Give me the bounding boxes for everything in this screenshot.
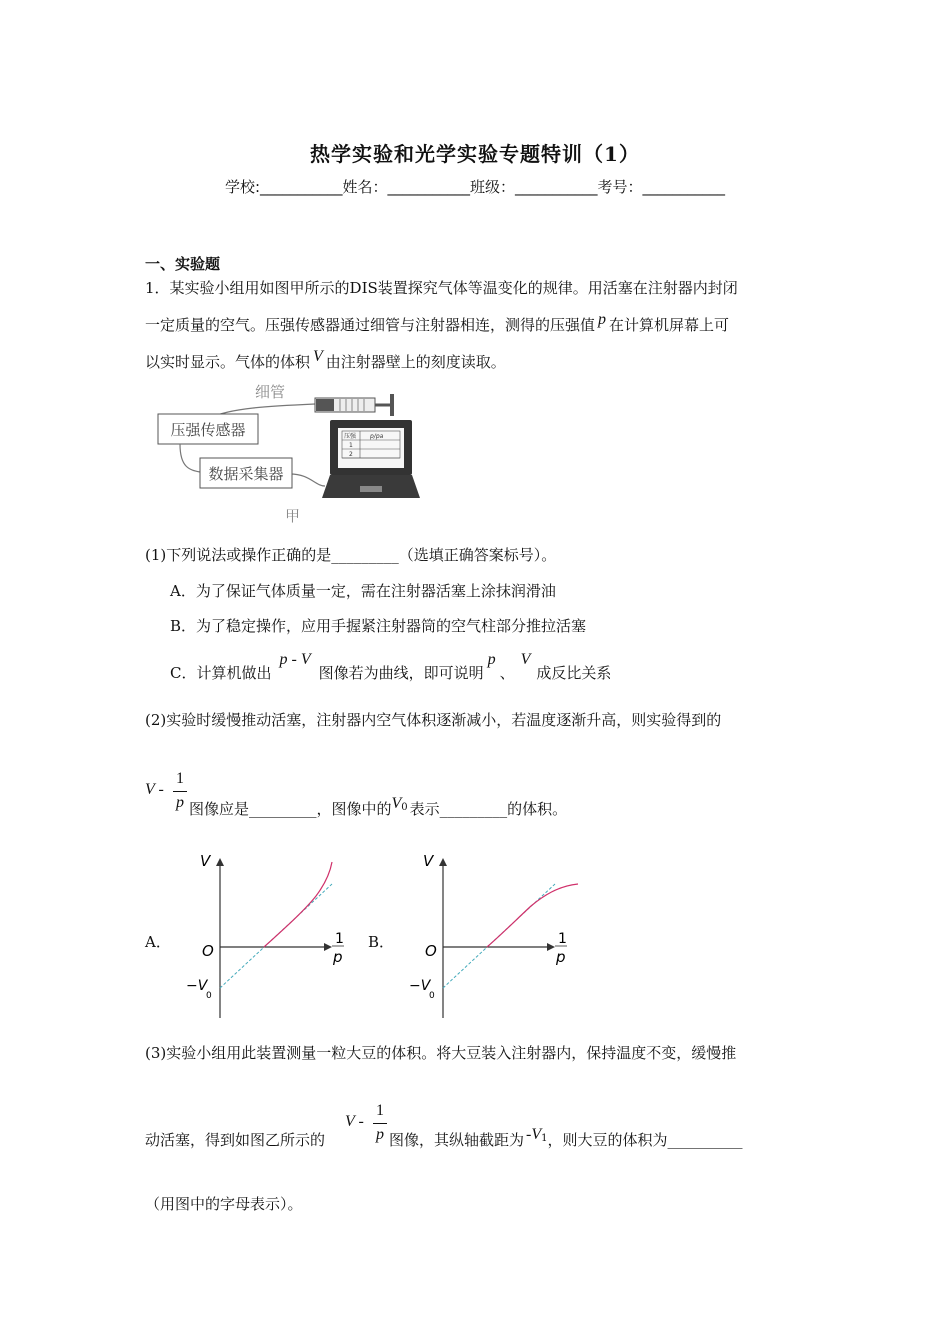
V1-symbol: V	[531, 1126, 542, 1143]
q1-intro-line3: 以实时显示。气体的体积 V 由注射器壁上的刻度读取。	[145, 348, 506, 371]
collector-cable	[290, 474, 325, 486]
data-collector-label: 数据采集器	[208, 465, 284, 483]
part2-line2: 图像应是_________，图像中的$V^0$ 表示_________的体积。	[189, 795, 568, 818]
graph-b-x-num: 1	[558, 931, 567, 947]
part2-frac-num: 1	[176, 770, 184, 787]
part2-frac-bar	[173, 791, 187, 792]
student-info-line: 学校:___________姓名：___________班级：___________考号：___________	[224, 178, 726, 196]
part2-frac-left: V -	[145, 781, 164, 798]
graph-b-intercept: −V	[409, 978, 431, 994]
var-p: p	[598, 311, 607, 328]
part3-frac-bar	[373, 1123, 387, 1124]
tube-label: 细管	[255, 383, 286, 401]
figure-caption-jia: 甲	[285, 507, 301, 525]
part1-prompt: (1)下列说法或操作正确的是_________（选填正确答案标号）。	[145, 546, 557, 564]
graph-b	[403, 848, 583, 1023]
graph-a-intercept-sub: 0	[206, 991, 212, 1001]
var-V: V	[313, 348, 323, 365]
screen-row-1: 1	[349, 442, 353, 449]
q1-intro-line1: 1．某实验小组用如图甲所示的DIS装置探究气体等温变化的规律。用活塞在注射器内封闭	[145, 279, 738, 297]
part3-line1: (3)实验小组用此装置测量一粒大豆的体积。将大豆装入注射器内，保持温度不变，缓慢推	[145, 1044, 737, 1062]
page-title: 热学实验和光学实验专题特训（1）	[310, 142, 640, 166]
part1-option-a: A．为了保证气体质量一定，需在注射器活塞上涂抹润滑油	[170, 582, 556, 600]
pv-expression: p - V	[279, 651, 311, 668]
part3-frac-left: V -	[345, 1113, 364, 1130]
part3-line3: （用图中的字母表示）。	[145, 1195, 303, 1213]
laptop-icon	[322, 420, 420, 498]
graph-a-option-label: A．	[145, 933, 171, 951]
part2-line1: (2)实验时缓慢推动活塞，注射器内空气体积逐渐减小，若温度逐渐升高，则实验得到的	[145, 711, 722, 729]
graph-a-x-arrow	[324, 943, 332, 951]
q1-intro-line2: 一定质量的空气。压强传感器通过细管与注射器相连，测得的压强值 p 在计算机屏幕上可	[145, 311, 730, 334]
graph-a-y-arrow	[216, 858, 224, 866]
graph-b-y-label: V	[423, 852, 434, 870]
var-p-c: p	[487, 651, 496, 668]
graph-b-x-arrow	[547, 943, 555, 951]
part1-option-b: B．为了稳定操作，应用手握紧注射器筒的空气柱部分推拉活塞	[170, 617, 587, 635]
part3-line2a: 动活塞，得到如图乙所示的	[145, 1131, 326, 1149]
dis-apparatus-figure	[150, 378, 435, 528]
pressure-sensor-label: 压强传感器	[170, 421, 246, 439]
V0-symbol: V	[391, 795, 402, 812]
section-heading: 一、实验题	[145, 255, 221, 273]
graph-a-intercept: −V	[186, 978, 208, 994]
graph-a-origin: O	[202, 942, 214, 960]
graph-a	[180, 848, 350, 1023]
part2-frac-den: p	[176, 794, 184, 811]
graph-b-option-label: B．	[368, 933, 395, 951]
var-V-c: V	[520, 651, 531, 668]
graph-a-x-den: p	[333, 948, 343, 966]
graph-b-intercept-sub: 0	[429, 991, 435, 1001]
screen-header-1: 压强	[344, 433, 357, 440]
graph-a-x-num: 1	[335, 931, 344, 947]
syringe-icon	[315, 394, 394, 416]
graph-b-origin: O	[425, 942, 437, 960]
graph-b-y-arrow	[439, 858, 447, 866]
part1-option-c: C．计算机做出p - V图像若为曲线，即可说明p、V成反比关系	[170, 651, 612, 682]
graph-a-y-label: V	[200, 852, 211, 870]
part3-frac-num: 1	[376, 1102, 384, 1119]
screen-header-2: p/pa	[370, 433, 384, 440]
graph-b-x-den: p	[556, 948, 566, 966]
screen-row-2: 2	[349, 451, 353, 458]
sensor-cable	[180, 444, 200, 472]
graph-a-curve	[264, 862, 332, 947]
part3-frac-den: p	[376, 1126, 384, 1143]
part3-line2b: 图像，其纵轴截距为 $-V^1$，则大豆的体积为__________	[389, 1126, 743, 1149]
